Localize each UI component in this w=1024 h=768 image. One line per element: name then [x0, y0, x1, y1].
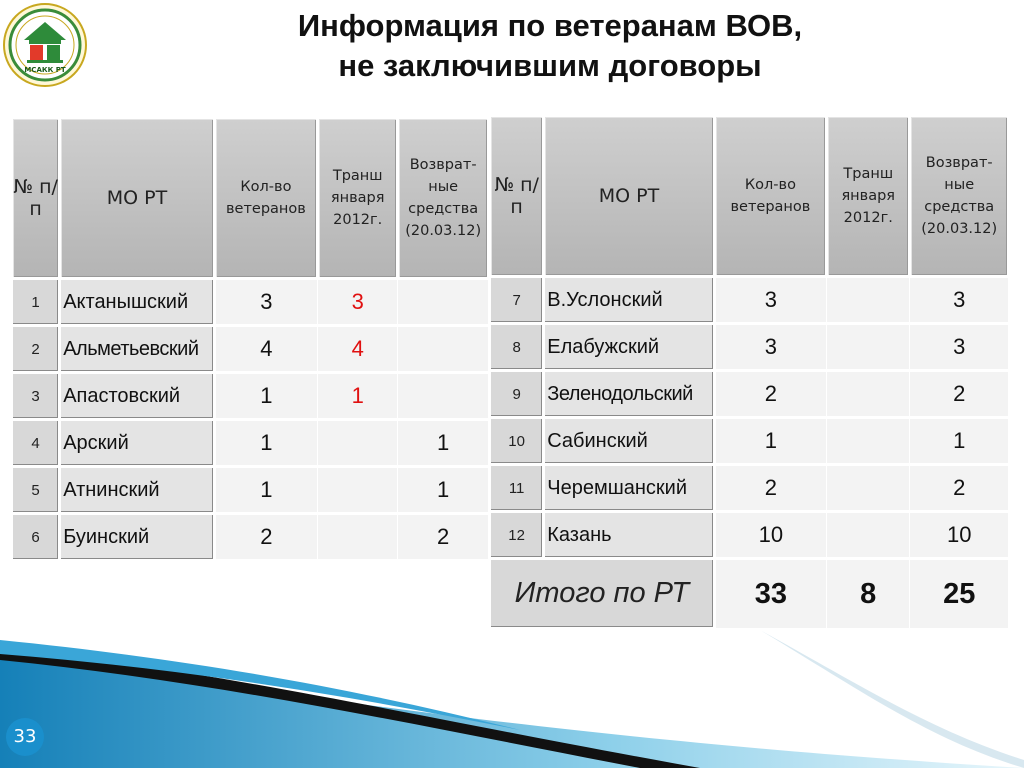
tranche-value [318, 420, 398, 467]
tranche-value [827, 371, 910, 418]
table-row [490, 465, 1009, 512]
header-returned: Возврат-ные средства (20.03.12) [910, 116, 1009, 277]
row-number: 12 [490, 512, 544, 559]
tranche-value [827, 277, 910, 324]
district-name: Зеленодольский [544, 371, 715, 418]
header-mo: МО РТ [60, 118, 215, 279]
veterans-count: 1 [214, 373, 317, 420]
returned-value: 3 [910, 277, 1009, 324]
tranche-value: 1 [318, 373, 398, 420]
veterans-count: 4 [214, 326, 317, 373]
decorative-swoosh [0, 630, 1024, 768]
table-header-row [12, 118, 489, 279]
veterans-count: 1 [214, 420, 317, 467]
header-mo: МО РТ [544, 116, 715, 277]
returned-value: 1 [910, 418, 1009, 465]
district-name: Апастовский [60, 373, 215, 420]
total-row [490, 559, 1009, 629]
district-name: Буинский [60, 514, 215, 561]
returned-value: 1 [398, 467, 489, 514]
row-number: 10 [490, 418, 544, 465]
total-label: Итого по РТ [490, 559, 715, 629]
table-row [12, 467, 489, 514]
veterans-count: 3 [714, 277, 826, 324]
returned-value [398, 373, 489, 420]
row-number: 4 [12, 420, 60, 467]
veterans-count: 2 [714, 371, 826, 418]
row-number: 8 [490, 324, 544, 371]
row-number: 5 [12, 467, 60, 514]
veterans-count: 3 [714, 324, 826, 371]
header-tranche: Транш января 2012г. [318, 118, 398, 279]
left-table [10, 116, 490, 562]
total-count: 33 [714, 559, 826, 629]
row-number: 1 [12, 279, 60, 326]
returned-value: 2 [910, 465, 1009, 512]
table-row [12, 326, 489, 373]
district-name: Казань [544, 512, 715, 559]
district-name: Актанышский [60, 279, 215, 326]
header-returned: Возврат-ные средства (20.03.12) [398, 118, 489, 279]
table-row [12, 373, 489, 420]
returned-value: 10 [910, 512, 1009, 559]
returned-value: 2 [398, 514, 489, 561]
tranche-value [827, 465, 910, 512]
table-header-row [490, 116, 1009, 277]
row-number: 11 [490, 465, 544, 512]
row-number: 3 [12, 373, 60, 420]
tranche-value [318, 514, 398, 561]
header-count: Кол-во ветеранов [214, 118, 317, 279]
table-row [490, 324, 1009, 371]
row-number: 6 [12, 514, 60, 561]
header-num: № п/п [12, 118, 60, 279]
table-row [12, 514, 489, 561]
tranche-value [827, 512, 910, 559]
header-count: Кол-во ветеранов [714, 116, 826, 277]
district-name: Елабужский [544, 324, 715, 371]
district-name: В.Услонский [544, 277, 715, 324]
tranche-value [827, 324, 910, 371]
returned-value: 2 [910, 371, 1009, 418]
row-number: 9 [490, 371, 544, 418]
veterans-count: 10 [714, 512, 826, 559]
tranche-value: 3 [318, 279, 398, 326]
table-row [490, 512, 1009, 559]
veterans-count: 2 [214, 514, 317, 561]
total-returned: 25 [910, 559, 1009, 629]
veterans-count: 1 [714, 418, 826, 465]
row-number: 7 [490, 277, 544, 324]
svg-text:МСАКК РТ: МСАКК РТ [24, 66, 66, 74]
right-table [488, 114, 1010, 630]
table-row [490, 371, 1009, 418]
veterans-count: 3 [214, 279, 317, 326]
title-line-1: Информация по ветеранам ВОВ, [297, 8, 803, 43]
tranche-value [318, 467, 398, 514]
tranche-value: 4 [318, 326, 398, 373]
title-line-2: не заключившим договоры [338, 48, 762, 83]
tranche-value [827, 418, 910, 465]
returned-value [398, 279, 489, 326]
district-name: Арский [60, 420, 215, 467]
district-name: Атнинский [60, 467, 215, 514]
returned-value [398, 326, 489, 373]
veterans-count: 1 [214, 467, 317, 514]
returned-value: 3 [910, 324, 1009, 371]
veterans-count: 2 [714, 465, 826, 512]
district-name: Черемшанский [544, 465, 715, 512]
table-row [12, 420, 489, 467]
header-num: № п/п [490, 116, 544, 277]
page-title [150, 6, 950, 86]
header-tranche: Транш января 2012г. [827, 116, 910, 277]
total-tranche: 8 [827, 559, 910, 629]
district-name: Сабинский [544, 418, 715, 465]
page-number-badge: 33 [6, 718, 44, 756]
organization-logo [2, 2, 88, 88]
table-row [490, 277, 1009, 324]
row-number: 2 [12, 326, 60, 373]
table-row [490, 418, 1009, 465]
district-name: Альметьевский [60, 326, 215, 373]
table-row [12, 279, 489, 326]
returned-value: 1 [398, 420, 489, 467]
